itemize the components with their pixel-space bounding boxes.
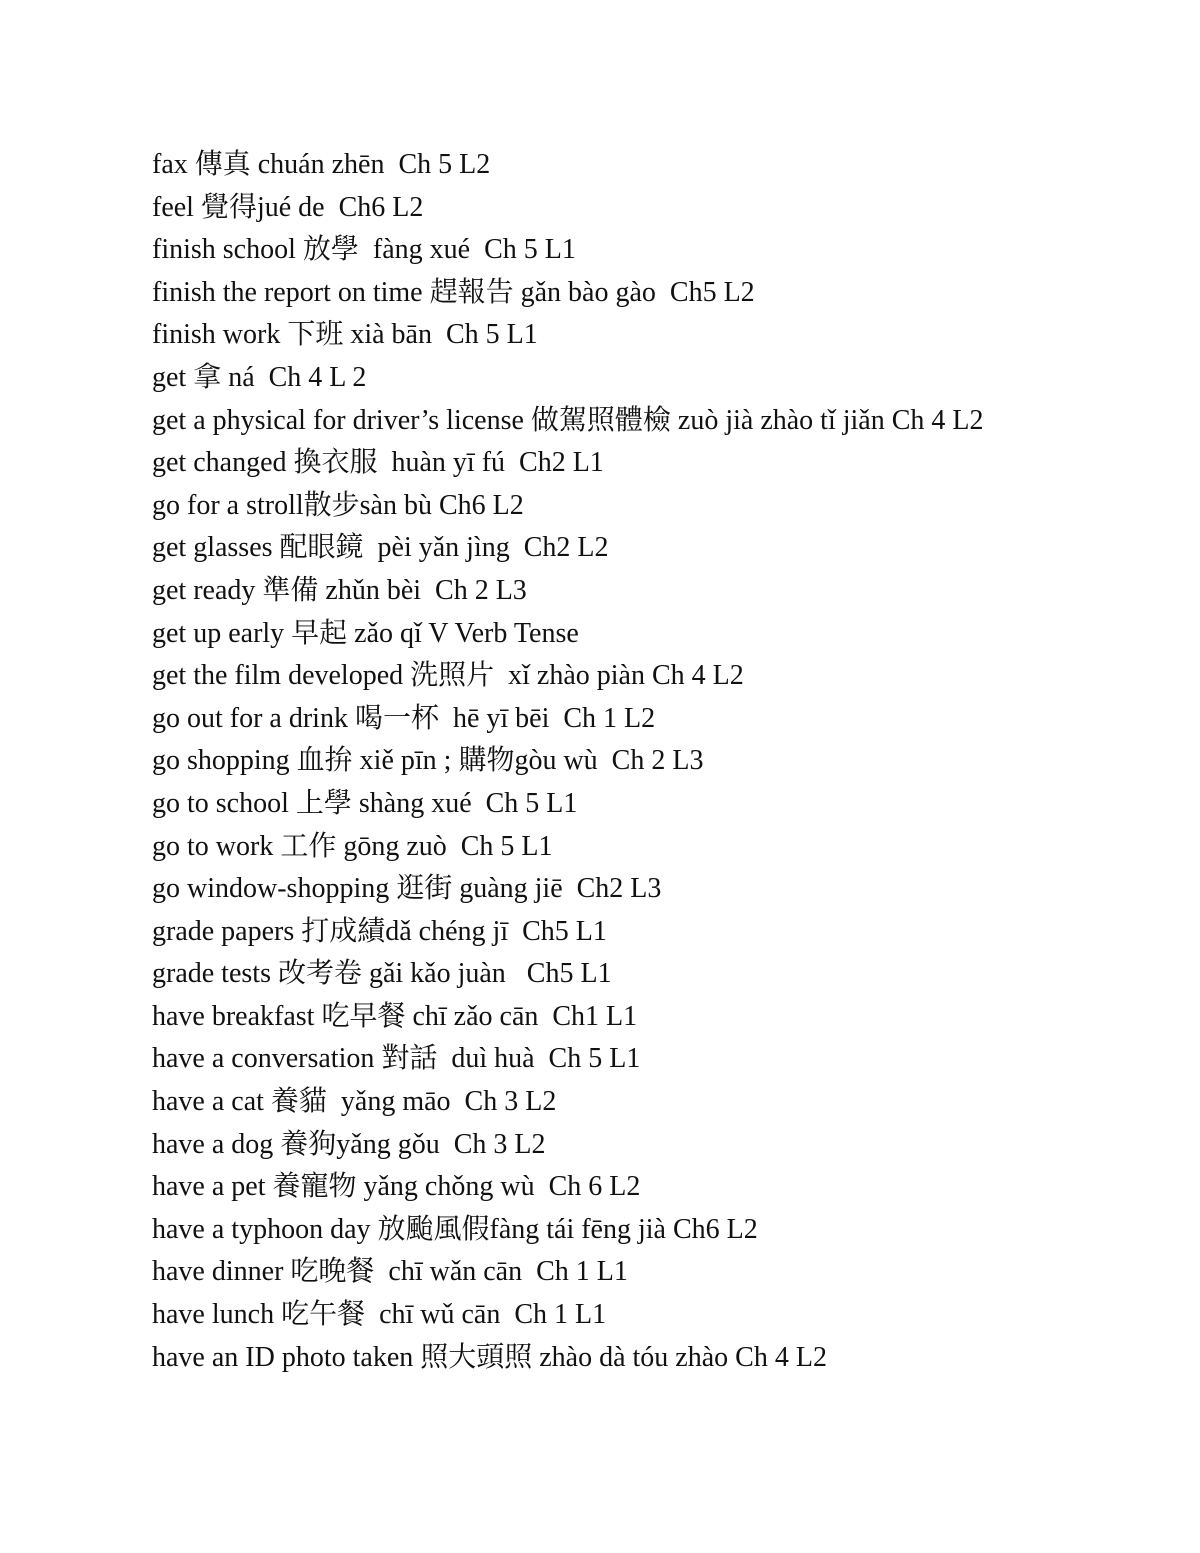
list-item: get ready 準備 zhǔn bèi Ch 2 L3 (152, 574, 527, 606)
list-item: go for a stroll散步sàn bù Ch6 L2 (152, 489, 524, 521)
list-item: finish the report on time 趕報告 gǎn bào gào Ch5 L2 (152, 276, 755, 308)
list-item: go shopping 血拚 xiě pīn ; 購物gòu wù Ch 2 L3 (152, 745, 704, 777)
list-item: feel 覺得jué de Ch6 L2 (152, 191, 424, 223)
list-item: have a conversation 對話 duì huà Ch 5 L1 (152, 1043, 641, 1075)
list-item: get the film developed 洗照片 xǐ zhào piàn Ch 4 L2 (152, 660, 744, 692)
list-item: go out for a drink 喝一杯 hē yī bēi Ch 1 L2 (152, 702, 656, 734)
list-item: go to school 上學 shàng xué Ch 5 L1 (152, 787, 578, 819)
list-item: finish work 下班 xià bān Ch 5 L1 (152, 319, 538, 351)
list-item: have breakfast 吃早餐 chī zǎo cān Ch1 L1 (152, 1000, 638, 1032)
list-item: have lunch 吃午餐 chī wǔ cān Ch 1 L1 (152, 1299, 607, 1331)
list-item: fax 傳真 chuán zhēn Ch 5 L2 (152, 149, 491, 180)
vocabulary-list (152, 144, 1162, 1379)
list-item: get 拿 ná Ch 4 L 2 (152, 361, 367, 393)
list-item: get up early 早起 zǎo qǐ V Verb Tense (152, 617, 579, 649)
list-item: grade papers 打成績dǎ chéng jī Ch5 L1 (152, 915, 607, 947)
list-item: have a typhoon day 放颱風假fàng tái fēng jià Ch6 L2 (152, 1213, 758, 1245)
list-item: get a physical for driver’s license 做駕照體檢 zuò jià zhào tǐ jiǎn Ch 4 L2 (152, 404, 984, 436)
list-item: get changed 換衣服 huàn yī fú Ch2 L1 (152, 447, 604, 479)
list-item: get glasses 配眼鏡 pèi yǎn jìng Ch2 L2 (152, 532, 609, 564)
list-item: go window-shopping 逛街 guàng jiē Ch2 L3 (152, 873, 662, 905)
list-item: have a dog 養狗yǎng gǒu Ch 3 L2 (152, 1128, 546, 1160)
list-item: grade tests 改考卷 gǎi kǎo juàn Ch5 L1 (152, 958, 612, 990)
list-item: have a pet 養寵物 yǎng chǒng wù Ch 6 L2 (152, 1171, 641, 1203)
list-item: have an ID photo taken 照大頭照 zhào dà tóu zhào Ch 4 L2 (152, 1341, 827, 1373)
list-item: have a cat 養貓 yǎng māo Ch 3 L2 (152, 1086, 557, 1118)
list-item: finish school 放學 fàng xué Ch 5 L1 (152, 234, 576, 266)
list-item: have dinner 吃晚餐 chī wǎn cān Ch 1 L1 (152, 1256, 628, 1288)
list-item: go to work 工作 gōng zuò Ch 5 L1 (152, 830, 553, 862)
